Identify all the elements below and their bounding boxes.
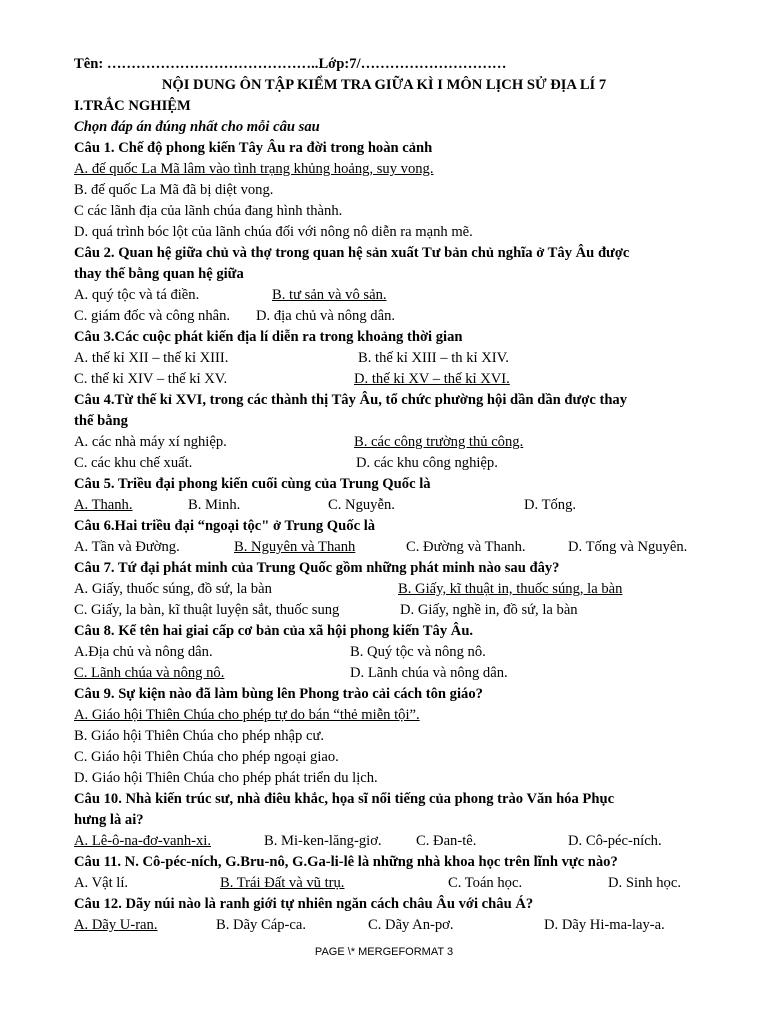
question-12-option-b: B. Dãy Cáp-ca. bbox=[216, 917, 306, 933]
page-footer: PAGE \* MERGEFORMAT 3 bbox=[314, 946, 454, 958]
instruction: Chọn đáp án đúng nhất cho mỗi câu sau bbox=[74, 119, 320, 135]
question-11-option-d: D. Sinh học. bbox=[608, 875, 681, 891]
question-5-text: Câu 5. Triều đại phong kiến cuối cùng của Trung Quốc là bbox=[74, 476, 431, 492]
question-11-option-a: A. Vật lí. bbox=[74, 875, 129, 891]
question-3-option-b: B. thế kỉ XIII – th kỉ XIV. bbox=[358, 350, 509, 366]
question-2-option-a: A. quý tộc và tá điền. bbox=[74, 287, 200, 303]
question-8-text: Câu 8. Kể tên hai giai cấp cơ bản của xã hội phong kiến Tây Âu. bbox=[74, 623, 474, 639]
question-3-text: Câu 3.Các cuộc phát kiến địa lí diễn ra trong khoảng thời gian bbox=[74, 329, 463, 345]
question-6-text: Câu 6.Hai triều đại “ngoại tộc" ở Trung Quốc là bbox=[74, 518, 376, 534]
question-9-option-b: B. Giáo hội Thiên Chúa cho phép nhập cư. bbox=[74, 728, 325, 744]
question-12-text: Câu 12. Dãy núi nào là ranh giới tự nhiên ngăn cách châu Âu với châu Á? bbox=[74, 896, 534, 912]
question-12-option-a: A. Dãy U-ran. bbox=[74, 917, 158, 933]
question-9-option-d: D. Giáo hội Thiên Chúa cho phép phát triển du lịch. bbox=[74, 770, 378, 786]
question-7-option-b: B. Giấy, kĩ thuật in, thuốc súng, la bàn bbox=[398, 581, 623, 597]
question-8-option-b: B. Quý tộc và nông nô. bbox=[350, 644, 486, 660]
question-2-text: Câu 2. Quan hệ giữa chủ và thợ trong quan hệ sản xuất Tư bản chủ nghĩa ở Tây Âu được bbox=[74, 245, 630, 261]
question-2-option-c: C. giám đốc và công nhân. bbox=[74, 308, 231, 324]
question-10-option-a: A. Lê-ô-na-đơ-vanh-xi. bbox=[74, 833, 211, 849]
question-4-option-a: A. các nhà máy xí nghiệp. bbox=[74, 434, 227, 450]
section-heading: I.TRẮC NGHIỆM bbox=[74, 98, 191, 114]
question-7-option-d: D. Giấy, nghề in, đồ sứ, la bàn bbox=[400, 602, 578, 618]
question-4-option-c: C. các khu chế xuất. bbox=[74, 455, 193, 471]
question-11-text: Câu 11. N. Cô-péc-ních, G.Bru-nô, G.Ga-li-lê là những nhà khoa học trên lĩnh vực nào? bbox=[74, 854, 618, 870]
question-4-text: Câu 4.Từ thế kỉ XVI, trong các thành thị Tây Âu, tổ chức phường hội dần dần được thay bbox=[74, 392, 628, 408]
document-title: NỘI DUNG ÔN TẬP KIỂM TRA GIỮA KÌ I MÔN LỊCH SỬ ĐỊA LÍ 7 bbox=[161, 77, 607, 93]
question-10-text: Câu 10. Nhà kiến trúc sư, nhà điêu khắc, họa sĩ nổi tiếng của phong trào Văn hóa Phục bbox=[74, 791, 615, 807]
question-8-option-c: C. Lãnh chúa và nông nô. bbox=[74, 665, 225, 681]
question-2-option-d: D. địa chủ và nông dân. bbox=[256, 308, 396, 324]
question-10-option-b: B. Mi-ken-lăng-giơ. bbox=[264, 833, 382, 849]
question-5-option-a: A. Thanh. bbox=[74, 497, 133, 513]
question-9-text: Câu 9. Sự kiện nào đã làm bùng lên Phong trào cải cách tôn giáo? bbox=[74, 686, 483, 702]
question-6-option-c: C. Đường và Thanh. bbox=[406, 539, 526, 555]
question-10-option-c: C. Đan-tê. bbox=[416, 833, 477, 849]
question-8-option-a: A.Địa chủ và nông dân. bbox=[74, 644, 213, 660]
question-11-option-c: C. Toán học. bbox=[448, 875, 523, 891]
question-1-option-c: C các lãnh địa của lãnh chúa đang hình thành. bbox=[74, 203, 343, 219]
question-10-text-cont: hưng là ai? bbox=[74, 812, 144, 828]
question-6-option-d: D. Tống và Nguyên. bbox=[568, 539, 688, 555]
question-6-option-b: B. Nguyên và Thanh bbox=[234, 539, 356, 555]
question-5-option-d: D. Tống. bbox=[524, 497, 577, 513]
question-2-option-b: B. tư sản và vô sản. bbox=[272, 287, 387, 303]
question-10-option-d: D. Cô-péc-ních. bbox=[568, 833, 662, 849]
name-class-line: Tên: ……………………………………..Lớp:7/………………………… bbox=[74, 56, 507, 72]
question-9-option-a: A. Giáo hội Thiên Chúa cho phép tự do bán “thẻ miễn tội”. bbox=[74, 707, 420, 723]
question-7-option-c: C. Giấy, la bàn, kĩ thuật luyện sắt, thuốc sung bbox=[74, 602, 340, 618]
question-5-option-b: B. Minh. bbox=[188, 497, 241, 513]
question-12-option-d: D. Dãy Hi-ma-lay-a. bbox=[544, 917, 665, 933]
question-1-option-b: B. đế quốc La Mã đã bị diệt vong. bbox=[74, 182, 274, 198]
question-8-option-d: D. Lãnh chúa và nông dân. bbox=[350, 665, 508, 681]
question-2-text-cont: thay thế bằng quan hệ giữa bbox=[74, 266, 244, 282]
question-9-option-c: C. Giáo hội Thiên Chúa cho phép ngoại giao. bbox=[74, 749, 339, 765]
question-7-text: Câu 7. Tứ đại phát minh của Trung Quốc gồm những phát minh nào sau đây? bbox=[74, 560, 560, 576]
question-11-option-b: B. Trái Đất và vũ trụ. bbox=[220, 875, 345, 891]
question-7-option-a: A. Giấy, thuốc súng, đồ sứ, la bàn bbox=[74, 581, 272, 597]
question-4-option-b: B. các công trường thủ công. bbox=[354, 434, 524, 450]
question-4-text-cont: thế bằng bbox=[74, 413, 128, 429]
question-4-option-d: D. các khu công nghiệp. bbox=[356, 455, 498, 471]
question-1-option-a: A. đế quốc La Mã lâm vào tình trạng khủng hoảng, suy vong. bbox=[74, 161, 434, 177]
question-1-text: Câu 1. Chế độ phong kiến Tây Âu ra đời trong hoàn cảnh bbox=[74, 140, 433, 156]
question-1-option-d: D. quá trình bóc lột của lãnh chúa đối với nông nô diễn ra mạnh mẽ. bbox=[74, 224, 473, 240]
question-3-option-a: A. thế kỉ XII – thế kỉ XIII. bbox=[74, 350, 229, 366]
question-3-option-d: D. thế kỉ XV – thế kỉ XVI. bbox=[354, 371, 510, 387]
question-5-option-c: C. Nguyễn. bbox=[328, 497, 395, 513]
question-3-option-c: C. thế kỉ XIV – thế kỉ XV. bbox=[74, 371, 228, 387]
question-6-option-a: A. Tần và Đường. bbox=[74, 539, 180, 555]
question-12-option-c: C. Dãy An-pơ. bbox=[368, 917, 454, 933]
